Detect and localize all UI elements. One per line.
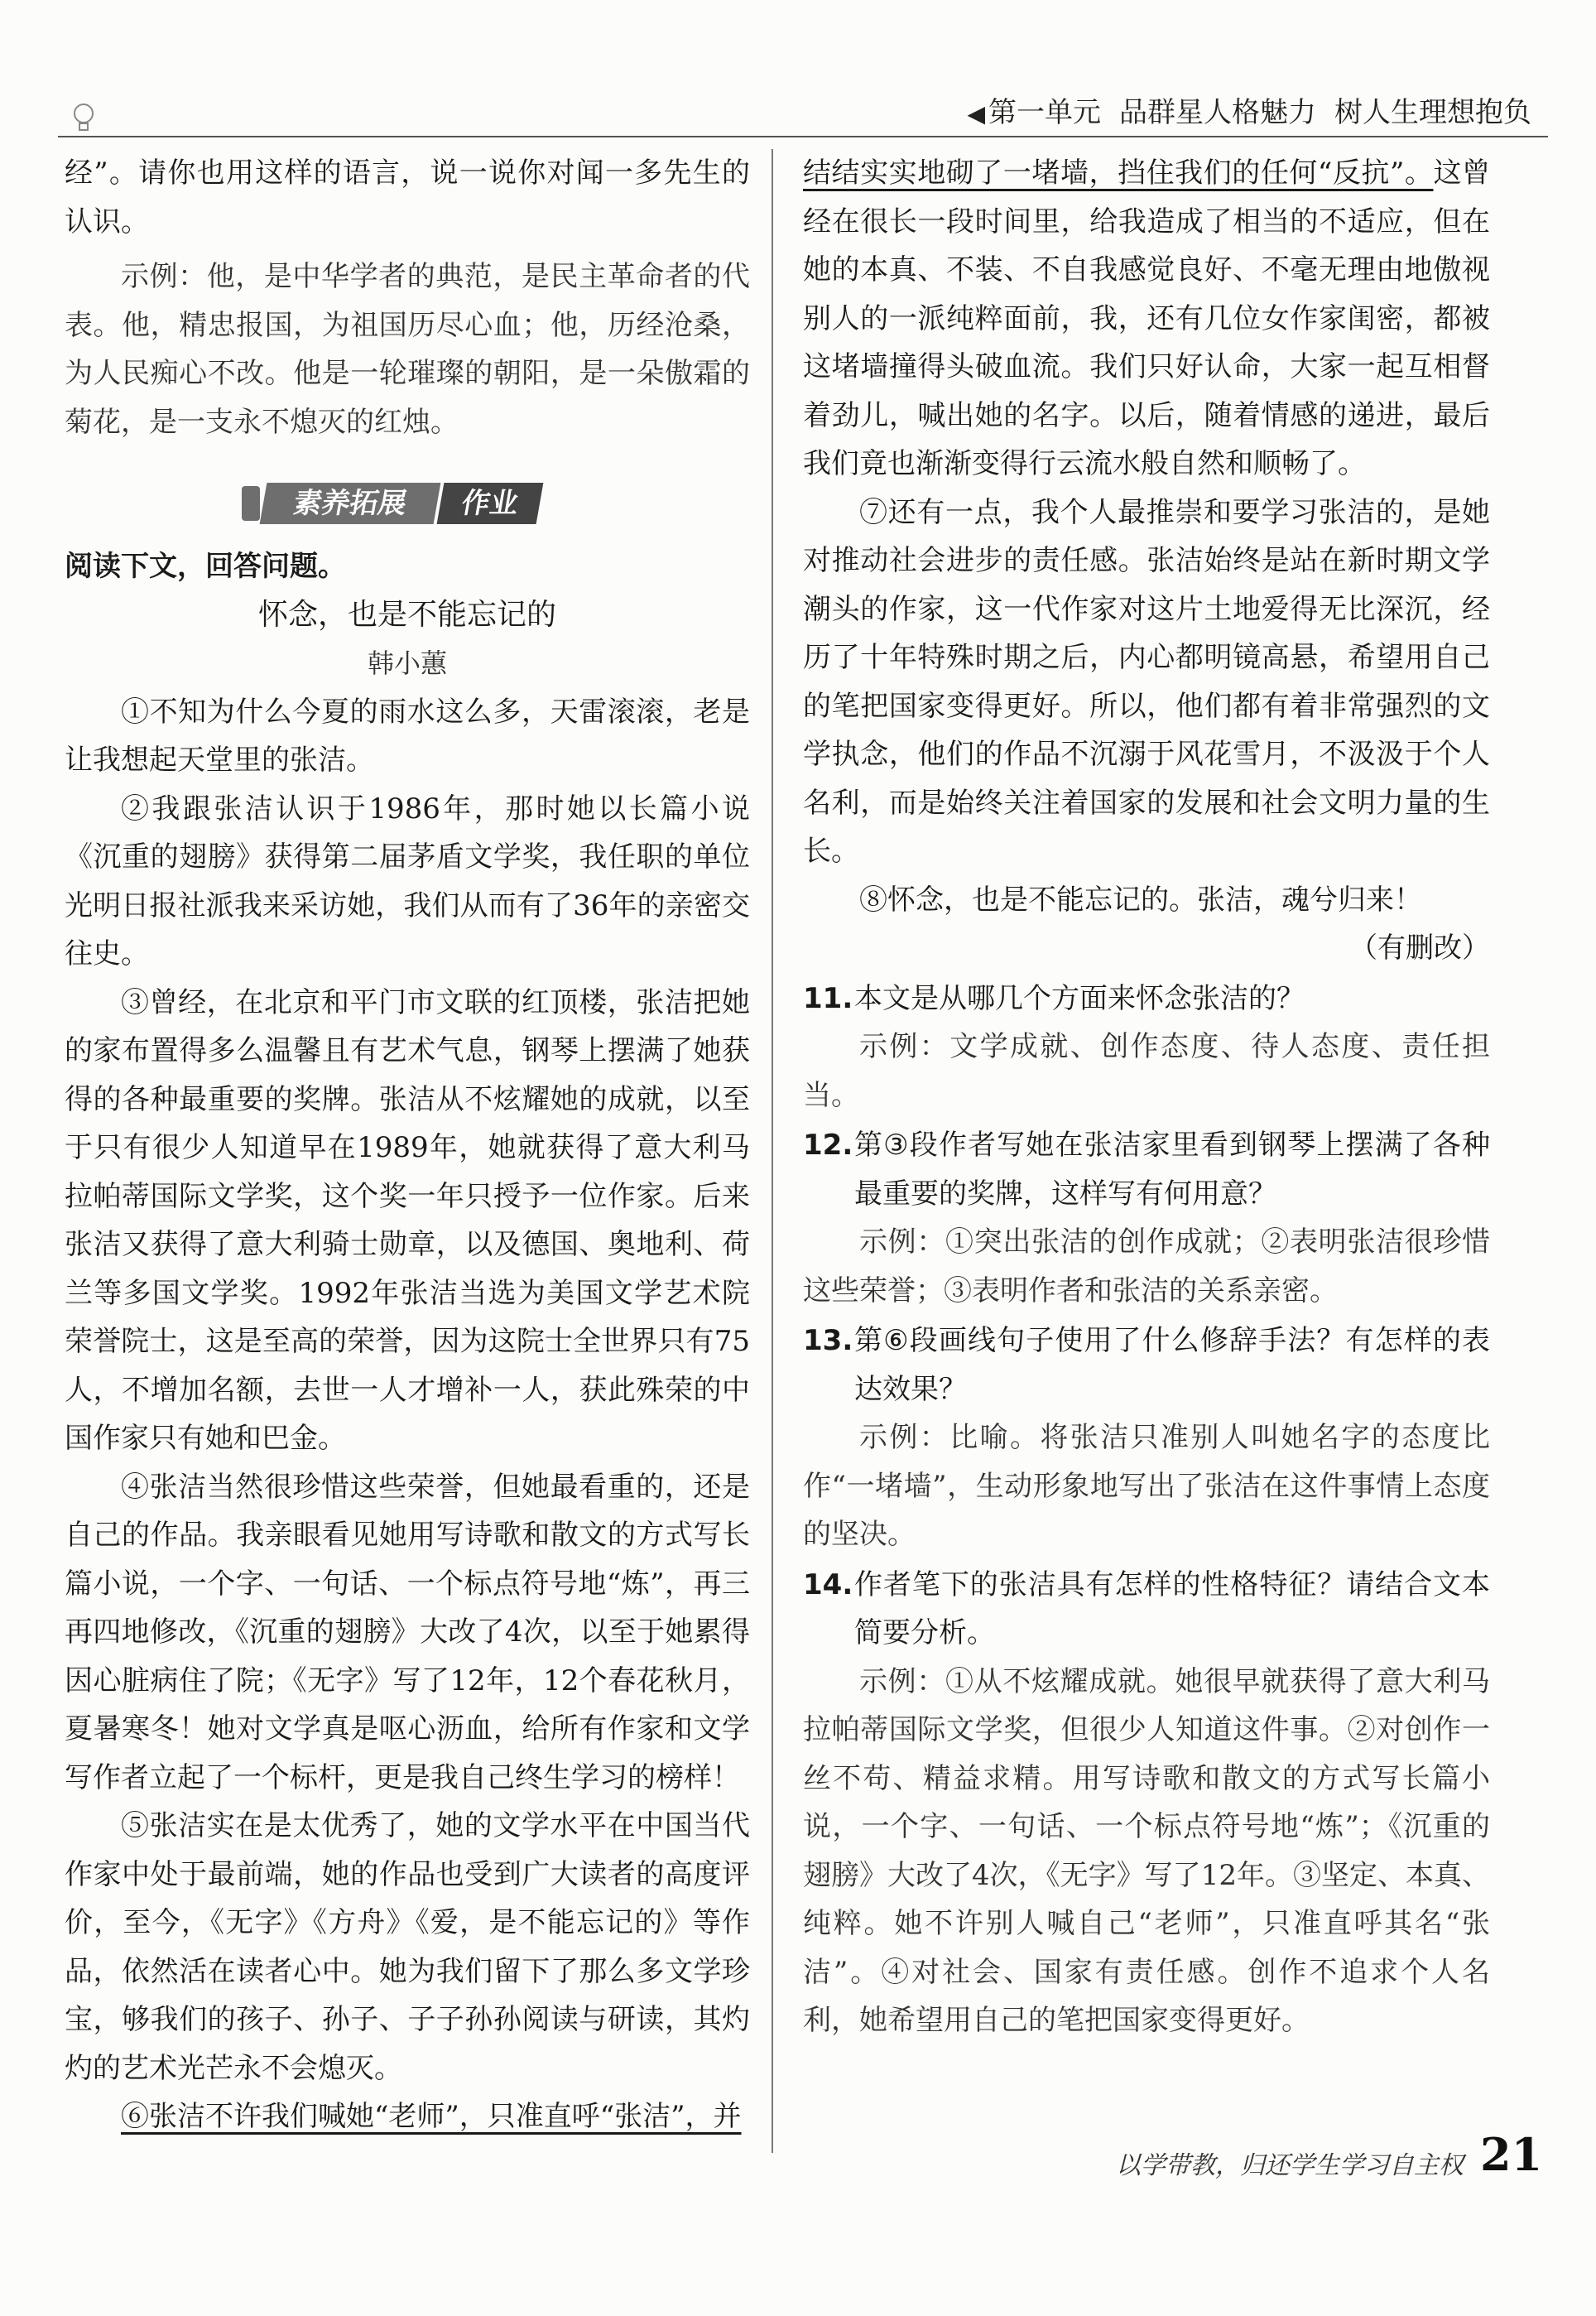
footer-slogan: 以学带教，归还学生学习自主权 — [1116, 2151, 1464, 2180]
paragraph-7: ⑦还有一点，我个人最推崇和要学习张洁的，是她对推动社会进步的责任感。张洁始终是站在新时期文学潮头的作家，这一代作家对这片土地爱得无比深沉，经历了十年特殊时期之后，内心都明镜高悬，希望用自己的笔把国家变得更好。所以，他们都有着非常强烈的文学执念，他们的作品不沉溺于风花雪月，不汲汲于个人名利，而是始终关注着国家的发展和社会文明力量的生长。 — [803, 495, 1490, 868]
question-text: 作者笔下的张洁具有怎样的性格特征？请结合文本简要分析。 — [854, 1567, 1490, 1649]
answer-14: 示例：①从不炫耀成就。她很早就获得了意大利马拉帕蒂国际文学奖，但很少人知道这件事。②对创作一丝不苟、精益求精。用写诗歌和散文的方式写长篇小说，一个字、一句话、一个标点符号地“炼”；《沉重的翅膀》大改了4次，《无字》写了12年。③坚定、本真、纯粹。她不许别人喊自己“老师”，只准直呼其名“张洁”。④对社会、国家有责任感。创作不追求个人名利，她希望用自己的笔把国家变得更好。 — [803, 1664, 1490, 2037]
right-column — [803, 149, 1490, 2045]
question-number: 12. — [803, 1129, 853, 1162]
source-note: （有删改） — [1349, 932, 1490, 965]
question-text: 第⑥段画线句子使用了什么修辞手法？有怎样的表达效果？ — [854, 1324, 1490, 1406]
theme-one: 品群星人格魅力 — [1119, 96, 1316, 129]
breadcrumb — [967, 89, 1531, 130]
paragraph-8: ⑧怀念，也是不能忘记的。张洁，魂兮归来！ — [859, 883, 1422, 917]
paragraph-5: ⑤张洁实在是太优秀了，她的文学水平在中国当代作家中处于最前端，她的作品也受到广大读者的高度评价，至今，《无字》《方舟》《爱，是不能忘记的》等作品，依然活在读者心中。她为我们留下了那么多文学珍宝，够我们的孩子、孙子、子子孙孙阅读与研读，其灼灼的艺术光芒永不会熄灭。 — [65, 1809, 750, 2085]
theme-two: 树人生理想抱负 — [1334, 96, 1531, 129]
left-column — [65, 149, 750, 2141]
question-13 — [803, 1317, 1490, 1413]
question-number: 13. — [803, 1324, 853, 1357]
paragraph-6-rest: 这曾经在很长一段时间里，给我造成了相当的不适应，但在她的本真、不装、不自我感觉良好、不毫无理由地傲视别人的一派纯粹面前，我，还有几位女作家闺密，都被这堵墙撞得头破血流。我们只好认命，大家一起互相督着劲儿，喊出她的名字。以后，随着情感的递进，最后我们竟也渐渐变得行云流水般自然和顺畅了。 — [803, 156, 1491, 480]
intro-text: 经”。请你也用这样的语言，说一说你对闻一多先生的认识。 — [65, 156, 750, 238]
underlined-sentence: 结结实实地砌了一堵墙，挡住我们的任何“反抗”。 — [803, 156, 1434, 190]
banner-right: 作业 — [437, 483, 544, 524]
question-number: 14. — [803, 1567, 853, 1601]
question-number: 11. — [803, 981, 853, 1015]
paragraph-3: ③曾经，在北京和平门市文联的红顶楼，张洁把她的家布置得多么温馨且有艺术气息，钢琴上摆满了她获得的各种最重要的奖牌。张洁从不炫耀她的成就，以至于只有很少人知道早在1989年，她就获得了意大利马拉帕蒂国际文学奖，这个奖一年只授予一位作家。后来张洁又获得了意大利骑士勋章，以及德国、奥地利、荷兰等多国文学奖。1992年张洁当选为美国文学艺术院荣誉院士，这是至高的荣誉，因为这院士全世界只有75人，不增加名额，去世一人才增补一人，获此殊荣的中国作家只有她和巴金。 — [65, 985, 750, 1455]
instruction: 阅读下文，回答问题。 — [65, 550, 346, 583]
answer-13: 示例：比喻。将张洁只准别人叫她名字的态度比作“一堵墙”，生动形象地写出了张洁在这件事情上态度的坚决。 — [803, 1421, 1490, 1551]
paragraph-6-end — [803, 149, 1490, 489]
paragraph-1: ①不知为什么今夏的雨水这么多，天雷滚滚，老是让我想起天堂里的张洁。 — [65, 695, 750, 777]
page-number: 21 — [1480, 2128, 1543, 2181]
lightbulb-icon — [70, 101, 98, 134]
column-divider — [772, 149, 773, 2153]
article-author: 韩小蕙 — [367, 648, 447, 679]
question-text: 第③段作者写她在张洁家里看到钢琴上摆满了各种最重要的奖牌，这样写有何用意？ — [854, 1129, 1490, 1211]
triangle-left-icon: ◀ — [967, 100, 985, 128]
question-12 — [803, 1121, 1490, 1218]
paragraph-6-start: ⑥张洁不许我们喊她“老师”，只准直呼“张洁”，并 — [121, 2100, 742, 2133]
question-text: 本文是从哪几个方面来怀念张洁的？ — [854, 981, 1305, 1015]
banner-left: 素养拓展 — [260, 483, 441, 524]
page-footer — [1116, 2128, 1543, 2181]
answer-11: 示例：文学成就、创作态度、待人态度、责任担当。 — [803, 1030, 1490, 1112]
header-rule — [58, 136, 1548, 137]
article-title: 怀念，也是不能忘记的 — [257, 597, 556, 632]
section-banner — [263, 478, 586, 527]
page-header — [50, 89, 1548, 136]
banner-marker-icon — [242, 486, 260, 521]
question-11 — [803, 975, 1490, 1023]
answer-12: 示例：①突出张洁的创作成就；②表明张洁很珍惜这些荣誉；③表明作者和张洁的关系亲密。 — [803, 1225, 1490, 1307]
intro-example: 示例：他，是中华学者的典范，是民主革命者的代表。他，精忠报国，为祖国历尽心血；他，历经沧桑，为人民痴心不改。他是一轮璀璨的朝阳，是一朵傲霜的菊花，是一支永不熄灭的红烛。 — [65, 260, 750, 439]
question-14 — [803, 1561, 1490, 1658]
unit-label: 第一单元 — [988, 96, 1101, 129]
paragraph-4: ④张洁当然很珍惜这些荣誉，但她最看重的，还是自己的作品。我亲眼看见她用写诗歌和散文的方式写长篇小说，一个字、一句话、一个标点符号地“炼”，再三再四地修改，《沉重的翅膀》大改了4次，以至于她累得因心脏病住了院；《无字》写了12年，12个春花秋月，夏暑寒冬！她对文学真是呕心沥血，给所有作家和文学写作者立起了一个标杆，更是我自己终生学习的榜样！ — [65, 1470, 750, 1794]
paragraph-2: ②我跟张洁认识于1986年，那时她以长篇小说《沉重的翅膀》获得第二届茅盾文学奖，我任职的单位光明日报社派我来采访她，我们从而有了36年的亲密交往史。 — [65, 792, 750, 970]
